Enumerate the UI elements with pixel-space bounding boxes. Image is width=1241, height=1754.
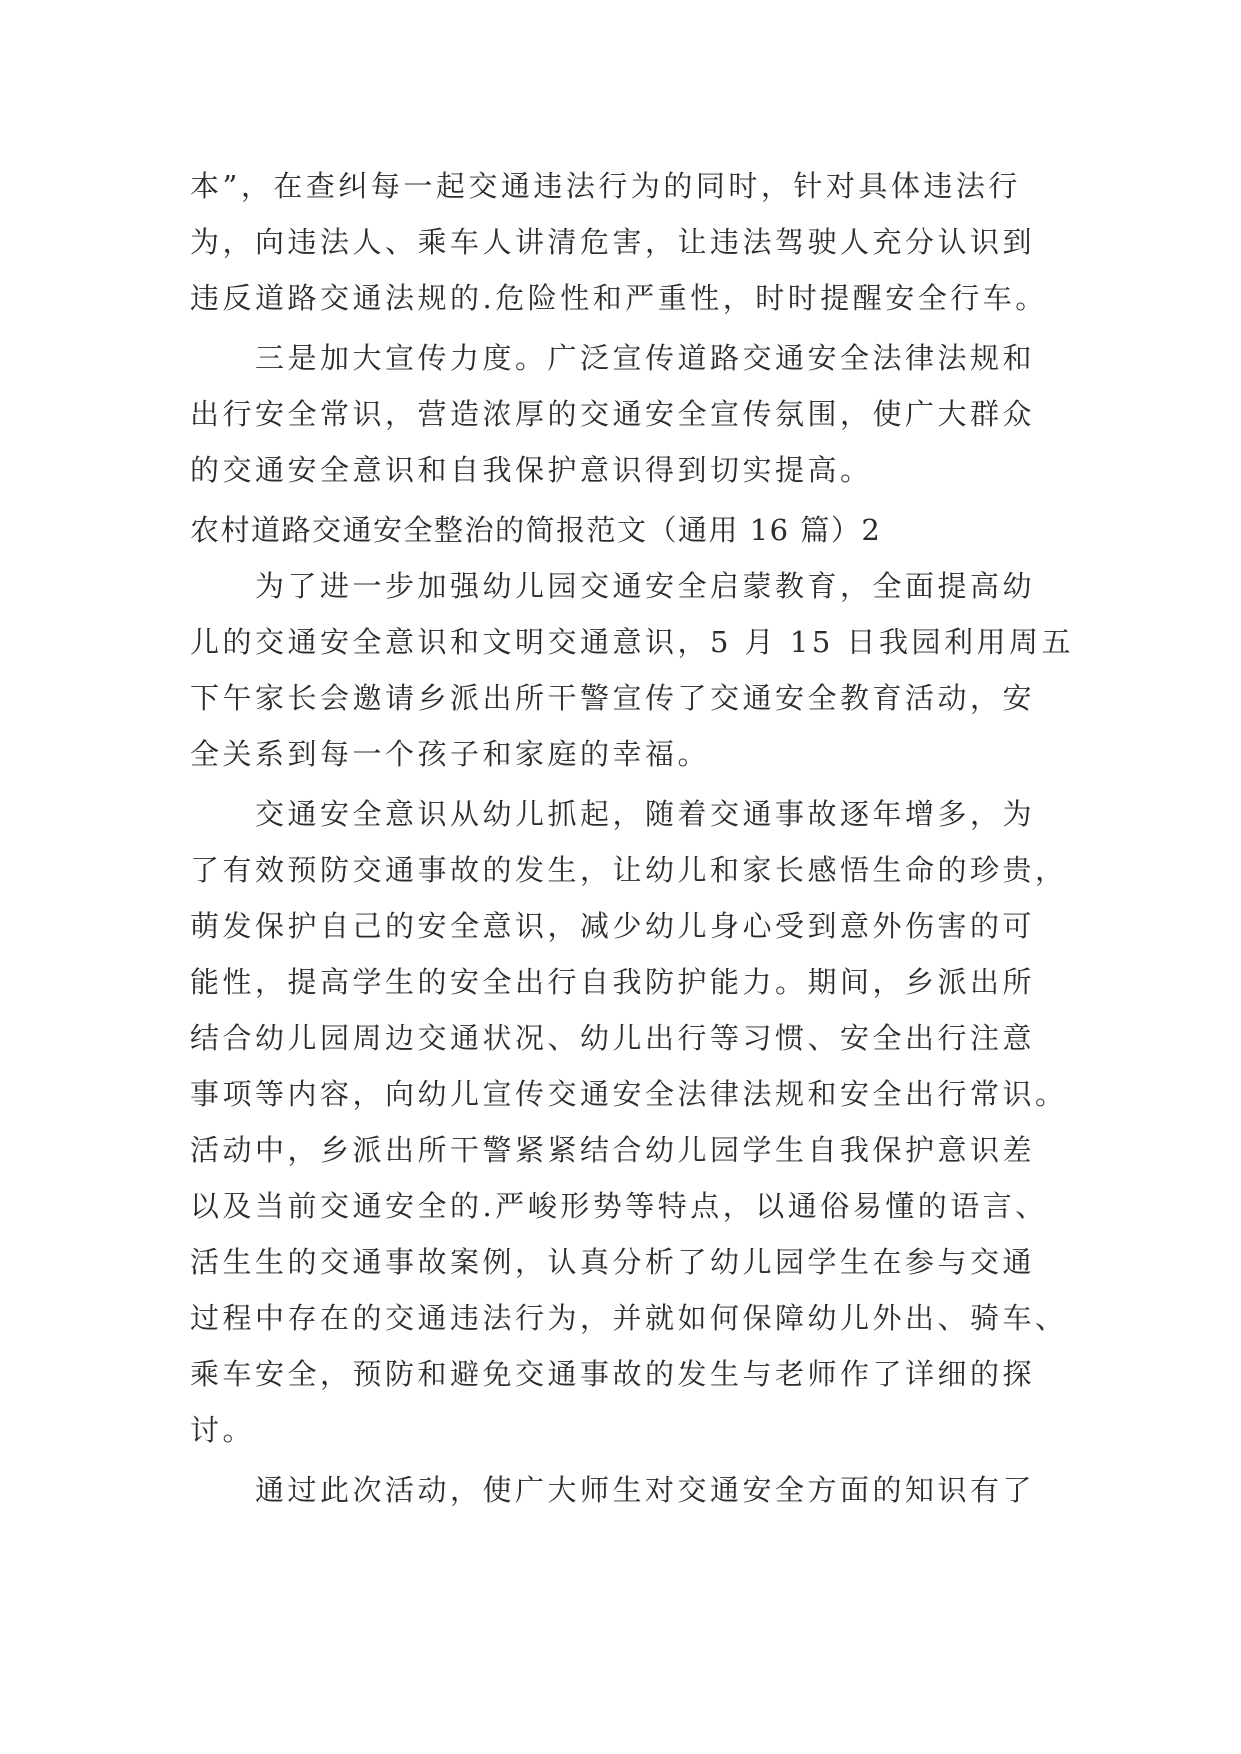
- paragraph-line: 为，向违法人、乘车人讲清危害，让违法驾驶人充分认识到: [190, 225, 1036, 259]
- paragraph-line: 以及当前交通安全的.严峻形势等特点，以通俗易懂的语言、: [190, 1189, 1048, 1223]
- paragraph-line: 交通安全意识从幼儿抓起，随着交通事故逐年增多，为: [255, 797, 1036, 831]
- paragraph-line: 活动中，乡派出所干警紧紧结合幼儿园学生自我保护意识差: [190, 1133, 1036, 1167]
- paragraph-line: 本”，在查纠每一起交通违法行为的同时，针对具体违法行: [190, 169, 1021, 203]
- section-heading: 农村道路交通安全整治的简报范文（通用 16 篇）2: [190, 513, 882, 547]
- paragraph-line: 萌发保护自己的安全意识，减少幼儿身心受到意外伤害的可: [190, 909, 1036, 943]
- paragraph-line: 了有效预防交通事故的发生，让幼儿和家长感悟生命的珍贵，: [190, 853, 1068, 887]
- paragraph-line: 通过此次活动，使广大师生对交通安全方面的知识有了: [255, 1473, 1036, 1507]
- paragraph-line: 儿的交通安全意识和文明交通意识，5 月 15 日我园利用周五: [190, 625, 1075, 659]
- paragraph-line: 能性，提高学生的安全出行自我防护能力。期间，乡派出所: [190, 965, 1036, 999]
- paragraph-line: 三是加大宣传力度。广泛宣传道路交通安全法律法规和: [255, 341, 1036, 375]
- paragraph-line: 过程中存在的交通违法行为，并就如何保障幼儿外出、骑车、: [190, 1301, 1068, 1335]
- paragraph-line: 的交通安全意识和自我保护意识得到切实提高。: [190, 453, 873, 487]
- paragraph-line: 事项等内容，向幼儿宣传交通安全法律法规和安全出行常识。: [190, 1077, 1068, 1111]
- paragraph-line: 为了进一步加强幼儿园交通安全启蒙教育，全面提高幼: [255, 569, 1036, 603]
- paragraph-line: 活生生的交通事故案例，认真分析了幼儿园学生在参与交通: [190, 1245, 1036, 1279]
- paragraph-line: 违反道路交通法规的.危险性和严重性，时时提醒安全行车。: [190, 281, 1048, 315]
- paragraph-line: 乘车安全，预防和避免交通事故的发生与老师作了详细的探: [190, 1357, 1036, 1391]
- paragraph-line: 下午家长会邀请乡派出所干警宣传了交通安全教育活动，安: [190, 681, 1036, 715]
- paragraph-line: 全关系到每一个孩子和家庭的幸福。: [190, 737, 711, 771]
- paragraph-line: 结合幼儿园周边交通状况、幼儿出行等习惯、安全出行注意: [190, 1021, 1036, 1055]
- paragraph-line: 讨。: [190, 1413, 256, 1447]
- paragraph-line: 出行安全常识，营造浓厚的交通安全宣传氛围，使广大群众: [190, 397, 1036, 431]
